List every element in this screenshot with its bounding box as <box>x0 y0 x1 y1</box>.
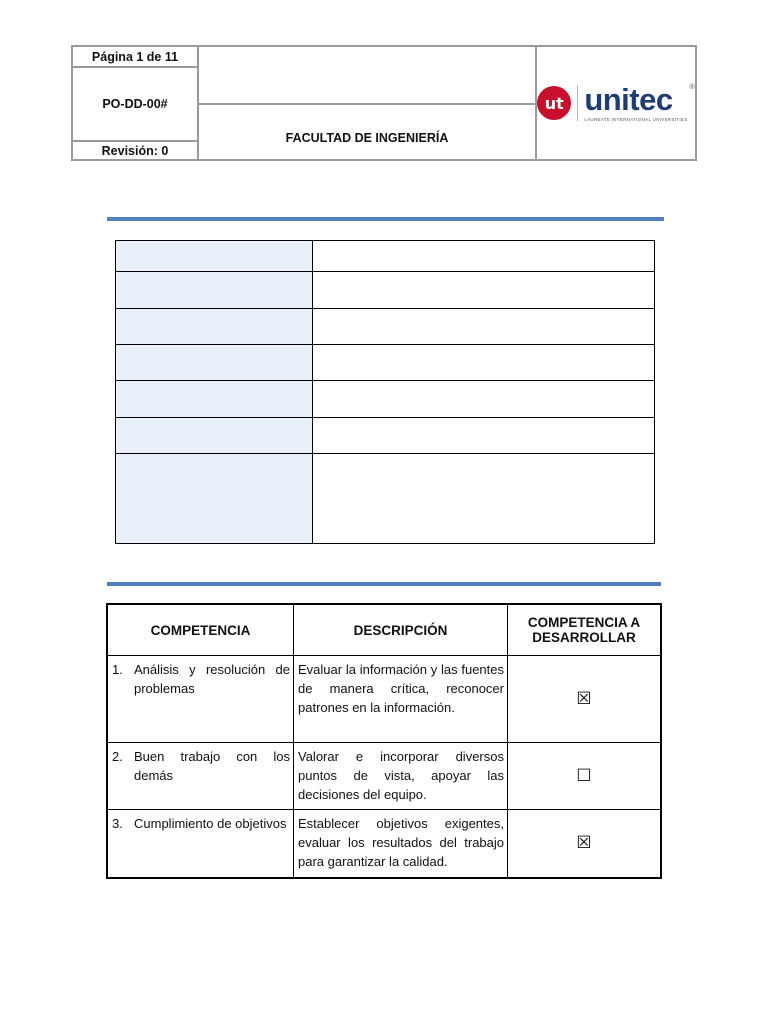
col-header-competencia-a-desarrollar: COMPETENCIA A DESARROLLAR <box>508 604 662 656</box>
document-code: PO-DD-00# <box>73 68 199 142</box>
competency-checkbox[interactable]: ☐ <box>508 743 662 810</box>
col-header-competencia: COMPETENCIA <box>107 604 294 656</box>
competency-cell <box>107 743 294 810</box>
competency-description: Establecer objetivos exigentes, evaluar los resultados del trabajo para garantizar la calidad. <box>294 810 508 878</box>
competency-checkbox[interactable]: ☒ <box>508 810 662 878</box>
ut-logo-icon: ut <box>537 86 571 120</box>
info-label-cell <box>116 272 313 309</box>
competency-cell <box>107 810 294 878</box>
competency-name: Cumplimiento de objetivos <box>134 816 287 831</box>
info-value-field[interactable] <box>313 418 655 454</box>
table-row <box>107 810 661 878</box>
logo-wordmark: unitec <box>584 82 673 117</box>
competency-number: 3. <box>112 816 123 831</box>
info-value-field[interactable] <box>313 309 655 345</box>
table-row <box>107 743 661 810</box>
competency-description: Valorar e incorporar diversos puntos de vista, apoyar las decisiones del equipo. <box>294 743 508 810</box>
info-label-cell <box>116 381 313 418</box>
info-value-field[interactable] <box>313 381 655 418</box>
info-form-table <box>115 240 655 544</box>
registered-mark: ® <box>689 84 695 91</box>
competency-number: 1. <box>112 662 123 677</box>
info-label-cell <box>116 454 313 544</box>
info-value-field[interactable] <box>313 272 655 309</box>
info-label-cell <box>116 241 313 272</box>
info-value-field[interactable] <box>313 241 655 272</box>
competencies-table <box>106 603 662 879</box>
document-header <box>71 45 697 161</box>
table-header-row <box>107 604 661 656</box>
info-value-field[interactable] <box>313 454 655 544</box>
faculty-title: FACULTAD DE INGENIERÍA <box>199 105 537 159</box>
competency-name: Buen trabajo con los demás <box>134 749 290 783</box>
header-title-blank <box>199 47 537 105</box>
unitec-logo <box>537 47 695 159</box>
logo-divider <box>577 85 578 121</box>
revision-number: Revisión: 0 <box>73 142 199 159</box>
section-divider-2 <box>107 582 661 586</box>
info-label-cell <box>116 345 313 381</box>
info-value-field[interactable] <box>313 345 655 381</box>
competency-description: Evaluar la información y las fuentes de manera crítica, reconocer patrones en la información. <box>294 656 508 743</box>
section-divider-1 <box>107 217 664 221</box>
table-row <box>107 656 661 743</box>
col-header-descripcion: DESCRIPCIÓN <box>294 604 508 656</box>
info-label-cell <box>116 309 313 345</box>
competency-name: Análisis y resolución de problemas <box>134 662 290 696</box>
competency-checkbox[interactable]: ☒ <box>508 656 662 743</box>
info-label-cell <box>116 418 313 454</box>
page-number: Página 1 de 11 <box>73 47 199 68</box>
logo-subtitle: LAUREATE INTERNATIONAL UNIVERSITIES <box>584 117 688 122</box>
competency-number: 2. <box>112 749 123 764</box>
competency-cell <box>107 656 294 743</box>
